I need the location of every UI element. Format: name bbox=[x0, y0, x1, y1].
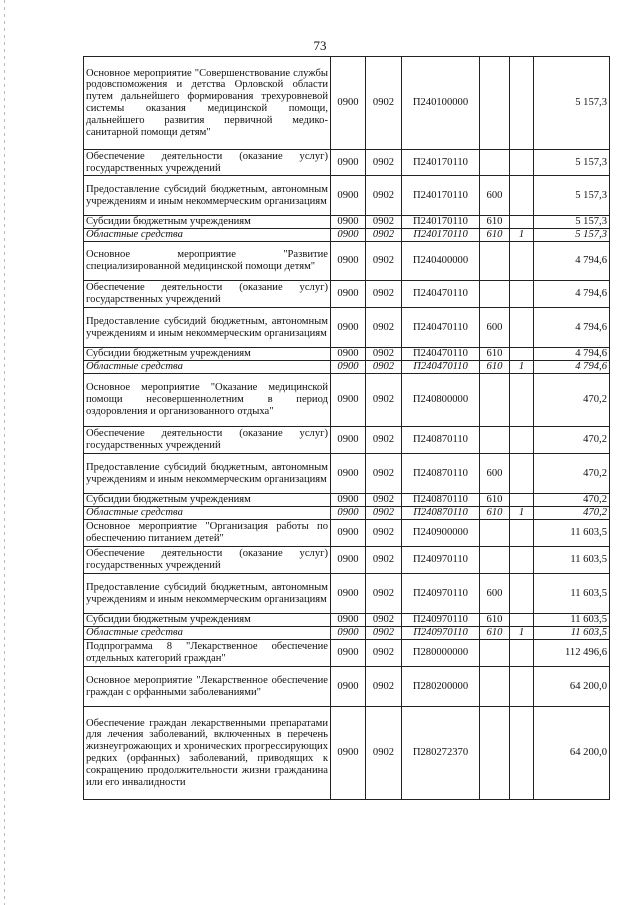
row-name: Обеспечение деятельности (оказание услуг) государственных учреждений bbox=[84, 427, 331, 454]
row-code: П240870110 bbox=[402, 507, 480, 520]
row-source bbox=[510, 574, 534, 614]
table-row bbox=[84, 627, 610, 640]
row-expense-type: 610 bbox=[480, 216, 510, 229]
row-section: 0902 bbox=[366, 176, 402, 216]
row-amount: 5 157,3 bbox=[534, 229, 610, 242]
row-amount: 11 603,5 bbox=[534, 627, 610, 640]
row-code: П280272370 bbox=[402, 707, 480, 800]
row-expense-type: 600 bbox=[480, 308, 510, 348]
row-ministry: 0900 bbox=[331, 348, 366, 361]
row-expense-type: 610 bbox=[480, 348, 510, 361]
row-code: П240970110 bbox=[402, 614, 480, 627]
row-name: Областные средства bbox=[84, 361, 331, 374]
row-section: 0902 bbox=[366, 507, 402, 520]
row-amount: 4 794,6 bbox=[534, 281, 610, 308]
row-ministry: 0900 bbox=[331, 57, 366, 150]
row-expense-type: 600 bbox=[480, 574, 510, 614]
table-row bbox=[84, 520, 610, 547]
table-row bbox=[84, 308, 610, 348]
row-ministry: 0900 bbox=[331, 507, 366, 520]
row-name: Субсидии бюджетным учреждениям bbox=[84, 494, 331, 507]
row-amount: 5 157,3 bbox=[534, 150, 610, 176]
row-section: 0902 bbox=[366, 707, 402, 800]
row-section: 0902 bbox=[366, 150, 402, 176]
row-code: П240970110 bbox=[402, 574, 480, 614]
row-name: Основное мероприятие "Лекарственное обеспечение граждан с орфанными заболеваниями" bbox=[84, 667, 331, 707]
row-expense-type bbox=[480, 707, 510, 800]
row-section: 0902 bbox=[366, 348, 402, 361]
row-amount: 470,2 bbox=[534, 454, 610, 494]
row-ministry: 0900 bbox=[331, 229, 366, 242]
row-name: Предоставление субсидий бюджетным, автономным учреждениям и иным некоммерческим организациям bbox=[84, 176, 331, 216]
row-name: Обеспечение деятельности (оказание услуг) государственных учреждений bbox=[84, 150, 331, 176]
row-amount: 11 603,5 bbox=[534, 614, 610, 627]
table-row bbox=[84, 547, 610, 574]
row-expense-type bbox=[480, 640, 510, 667]
row-expense-type bbox=[480, 57, 510, 150]
row-code: П240170110 bbox=[402, 150, 480, 176]
row-expense-type: 610 bbox=[480, 614, 510, 627]
row-source bbox=[510, 57, 534, 150]
row-source bbox=[510, 640, 534, 667]
row-name: Подпрограмма 8 "Лекарственное обеспечение отдельных категорий граждан" bbox=[84, 640, 331, 667]
row-code: П240100000 bbox=[402, 57, 480, 150]
table-row bbox=[84, 57, 610, 150]
row-expense-type: 610 bbox=[480, 361, 510, 374]
row-ministry: 0900 bbox=[331, 427, 366, 454]
row-source bbox=[510, 176, 534, 216]
table-row bbox=[84, 374, 610, 427]
row-amount: 11 603,5 bbox=[534, 574, 610, 614]
row-source bbox=[510, 614, 534, 627]
row-name: Субсидии бюджетным учреждениям bbox=[84, 614, 331, 627]
row-section: 0902 bbox=[366, 361, 402, 374]
table-row bbox=[84, 640, 610, 667]
row-code: П240470110 bbox=[402, 281, 480, 308]
row-source bbox=[510, 242, 534, 281]
table-row bbox=[84, 667, 610, 707]
row-section: 0902 bbox=[366, 242, 402, 281]
row-code: П240870110 bbox=[402, 494, 480, 507]
row-expense-type bbox=[480, 150, 510, 176]
row-name: Основное мероприятие "Развитие специализированной медицинской помощи детям" bbox=[84, 242, 331, 281]
row-expense-type bbox=[480, 281, 510, 308]
row-section: 0902 bbox=[366, 667, 402, 707]
row-name: Областные средства bbox=[84, 229, 331, 242]
row-name: Предоставление субсидий бюджетным, автономным учреждениям и иным некоммерческим организациям bbox=[84, 574, 331, 614]
row-source bbox=[510, 707, 534, 800]
row-code: П240870110 bbox=[402, 454, 480, 494]
row-source bbox=[510, 150, 534, 176]
row-amount: 11 603,5 bbox=[534, 547, 610, 574]
row-ministry: 0900 bbox=[331, 216, 366, 229]
row-expense-type bbox=[480, 520, 510, 547]
row-expense-type: 610 bbox=[480, 627, 510, 640]
row-code: П240170110 bbox=[402, 216, 480, 229]
row-source bbox=[510, 216, 534, 229]
row-source: 1 bbox=[510, 507, 534, 520]
row-ministry: 0900 bbox=[331, 520, 366, 547]
row-section: 0902 bbox=[366, 640, 402, 667]
table-row bbox=[84, 281, 610, 308]
row-amount: 5 157,3 bbox=[534, 176, 610, 216]
table-row bbox=[84, 150, 610, 176]
row-source bbox=[510, 427, 534, 454]
row-code: П240470110 bbox=[402, 308, 480, 348]
row-ministry: 0900 bbox=[331, 640, 366, 667]
row-code: П240870110 bbox=[402, 427, 480, 454]
row-ministry: 0900 bbox=[331, 667, 366, 707]
row-amount: 470,2 bbox=[534, 427, 610, 454]
row-name: Предоставление субсидий бюджетным, автономным учреждениям и иным некоммерческим организациям bbox=[84, 454, 331, 494]
row-name: Областные средства bbox=[84, 507, 331, 520]
row-expense-type bbox=[480, 374, 510, 427]
row-source bbox=[510, 547, 534, 574]
row-name: Субсидии бюджетным учреждениям bbox=[84, 348, 331, 361]
table-row bbox=[84, 361, 610, 374]
row-source bbox=[510, 348, 534, 361]
table-row bbox=[84, 348, 610, 361]
row-ministry: 0900 bbox=[331, 627, 366, 640]
row-ministry: 0900 bbox=[331, 361, 366, 374]
row-code: П240470110 bbox=[402, 361, 480, 374]
row-amount: 112 496,6 bbox=[534, 640, 610, 667]
row-section: 0902 bbox=[366, 520, 402, 547]
row-ministry: 0900 bbox=[331, 308, 366, 348]
row-expense-type bbox=[480, 427, 510, 454]
row-code: П240170110 bbox=[402, 229, 480, 242]
row-amount: 4 794,6 bbox=[534, 308, 610, 348]
table-row bbox=[84, 454, 610, 494]
row-amount: 64 200,0 bbox=[534, 667, 610, 707]
table-row bbox=[84, 494, 610, 507]
row-amount: 4 794,6 bbox=[534, 242, 610, 281]
row-name: Основное мероприятие "Организация работы по обеспечению питанием детей" bbox=[84, 520, 331, 547]
row-expense-type bbox=[480, 667, 510, 707]
row-amount: 11 603,5 bbox=[534, 520, 610, 547]
row-source bbox=[510, 520, 534, 547]
row-code: П240800000 bbox=[402, 374, 480, 427]
row-section: 0902 bbox=[366, 427, 402, 454]
row-ministry: 0900 bbox=[331, 494, 366, 507]
row-name: Основное мероприятие "Совершенствование службы родовспоможения и детства Орловской области путем дальнейшего формирования трехуровневой системы оказания медицинской помощи, дальнейшего развития первичной медико-санитарной помощи детям" bbox=[84, 57, 331, 150]
scan-edge-dots bbox=[4, 0, 5, 905]
row-source bbox=[510, 374, 534, 427]
table-row bbox=[84, 614, 610, 627]
row-expense-type bbox=[480, 242, 510, 281]
row-ministry: 0900 bbox=[331, 454, 366, 494]
row-section: 0902 bbox=[366, 57, 402, 150]
row-name: Предоставление субсидий бюджетным, автономным учреждениям и иным некоммерческим организациям bbox=[84, 308, 331, 348]
row-expense-type: 600 bbox=[480, 454, 510, 494]
row-amount: 470,2 bbox=[534, 507, 610, 520]
row-code: П240970110 bbox=[402, 627, 480, 640]
table-row bbox=[84, 427, 610, 454]
row-expense-type: 610 bbox=[480, 229, 510, 242]
row-source bbox=[510, 308, 534, 348]
row-section: 0902 bbox=[366, 229, 402, 242]
row-amount: 4 794,6 bbox=[534, 361, 610, 374]
row-code: П240900000 bbox=[402, 520, 480, 547]
row-ministry: 0900 bbox=[331, 574, 366, 614]
row-section: 0902 bbox=[366, 281, 402, 308]
row-source: 1 bbox=[510, 229, 534, 242]
row-name: Обеспечение граждан лекарственными препаратами для лечения заболеваний, включенных в перечень жизнеугрожающих и хронических прогрессирующих редких (орфанных) заболеваний, приводящих к сокращению продолжительности жизни гражданина или его инвалидности bbox=[84, 707, 331, 800]
row-expense-type: 610 bbox=[480, 494, 510, 507]
row-amount: 470,2 bbox=[534, 374, 610, 427]
row-source: 1 bbox=[510, 361, 534, 374]
row-section: 0902 bbox=[366, 627, 402, 640]
row-section: 0902 bbox=[366, 574, 402, 614]
row-code: П240400000 bbox=[402, 242, 480, 281]
row-source bbox=[510, 454, 534, 494]
table-row bbox=[84, 707, 610, 800]
row-ministry: 0900 bbox=[331, 281, 366, 308]
row-amount: 64 200,0 bbox=[534, 707, 610, 800]
row-name: Обеспечение деятельности (оказание услуг) государственных учреждений bbox=[84, 281, 331, 308]
table-row bbox=[84, 176, 610, 216]
table-row bbox=[84, 242, 610, 281]
table-row bbox=[84, 507, 610, 520]
row-ministry: 0900 bbox=[331, 707, 366, 800]
row-section: 0902 bbox=[366, 308, 402, 348]
row-code: П240170110 bbox=[402, 176, 480, 216]
row-section: 0902 bbox=[366, 614, 402, 627]
row-source: 1 bbox=[510, 627, 534, 640]
row-ministry: 0900 bbox=[331, 547, 366, 574]
row-expense-type bbox=[480, 547, 510, 574]
row-source bbox=[510, 667, 534, 707]
row-ministry: 0900 bbox=[331, 176, 366, 216]
row-ministry: 0900 bbox=[331, 150, 366, 176]
row-code: П240470110 bbox=[402, 348, 480, 361]
row-amount: 5 157,3 bbox=[534, 57, 610, 150]
row-source bbox=[510, 281, 534, 308]
row-ministry: 0900 bbox=[331, 242, 366, 281]
row-source bbox=[510, 494, 534, 507]
row-ministry: 0900 bbox=[331, 614, 366, 627]
row-expense-type: 600 bbox=[480, 176, 510, 216]
row-expense-type: 610 bbox=[480, 507, 510, 520]
row-amount: 470,2 bbox=[534, 494, 610, 507]
row-code: П240970110 bbox=[402, 547, 480, 574]
row-name: Субсидии бюджетным учреждениям bbox=[84, 216, 331, 229]
budget-table bbox=[83, 56, 610, 800]
table-row bbox=[84, 216, 610, 229]
row-name: Обеспечение деятельности (оказание услуг) государственных учреждений bbox=[84, 547, 331, 574]
row-section: 0902 bbox=[366, 374, 402, 427]
row-section: 0902 bbox=[366, 216, 402, 229]
row-ministry: 0900 bbox=[331, 374, 366, 427]
row-section: 0902 bbox=[366, 547, 402, 574]
row-code: П280000000 bbox=[402, 640, 480, 667]
row-amount: 4 794,6 bbox=[534, 348, 610, 361]
row-name: Областные средства bbox=[84, 627, 331, 640]
page-number: 73 bbox=[313, 38, 327, 53]
row-section: 0902 bbox=[366, 454, 402, 494]
row-section: 0902 bbox=[366, 494, 402, 507]
table-row bbox=[84, 574, 610, 614]
table-row bbox=[84, 229, 610, 242]
row-name: Основное мероприятие "Оказание медицинской помощи несовершеннолетним в период оздоровления и организованного отдыха" bbox=[84, 374, 331, 427]
row-code: П280200000 bbox=[402, 667, 480, 707]
row-amount: 5 157,3 bbox=[534, 216, 610, 229]
